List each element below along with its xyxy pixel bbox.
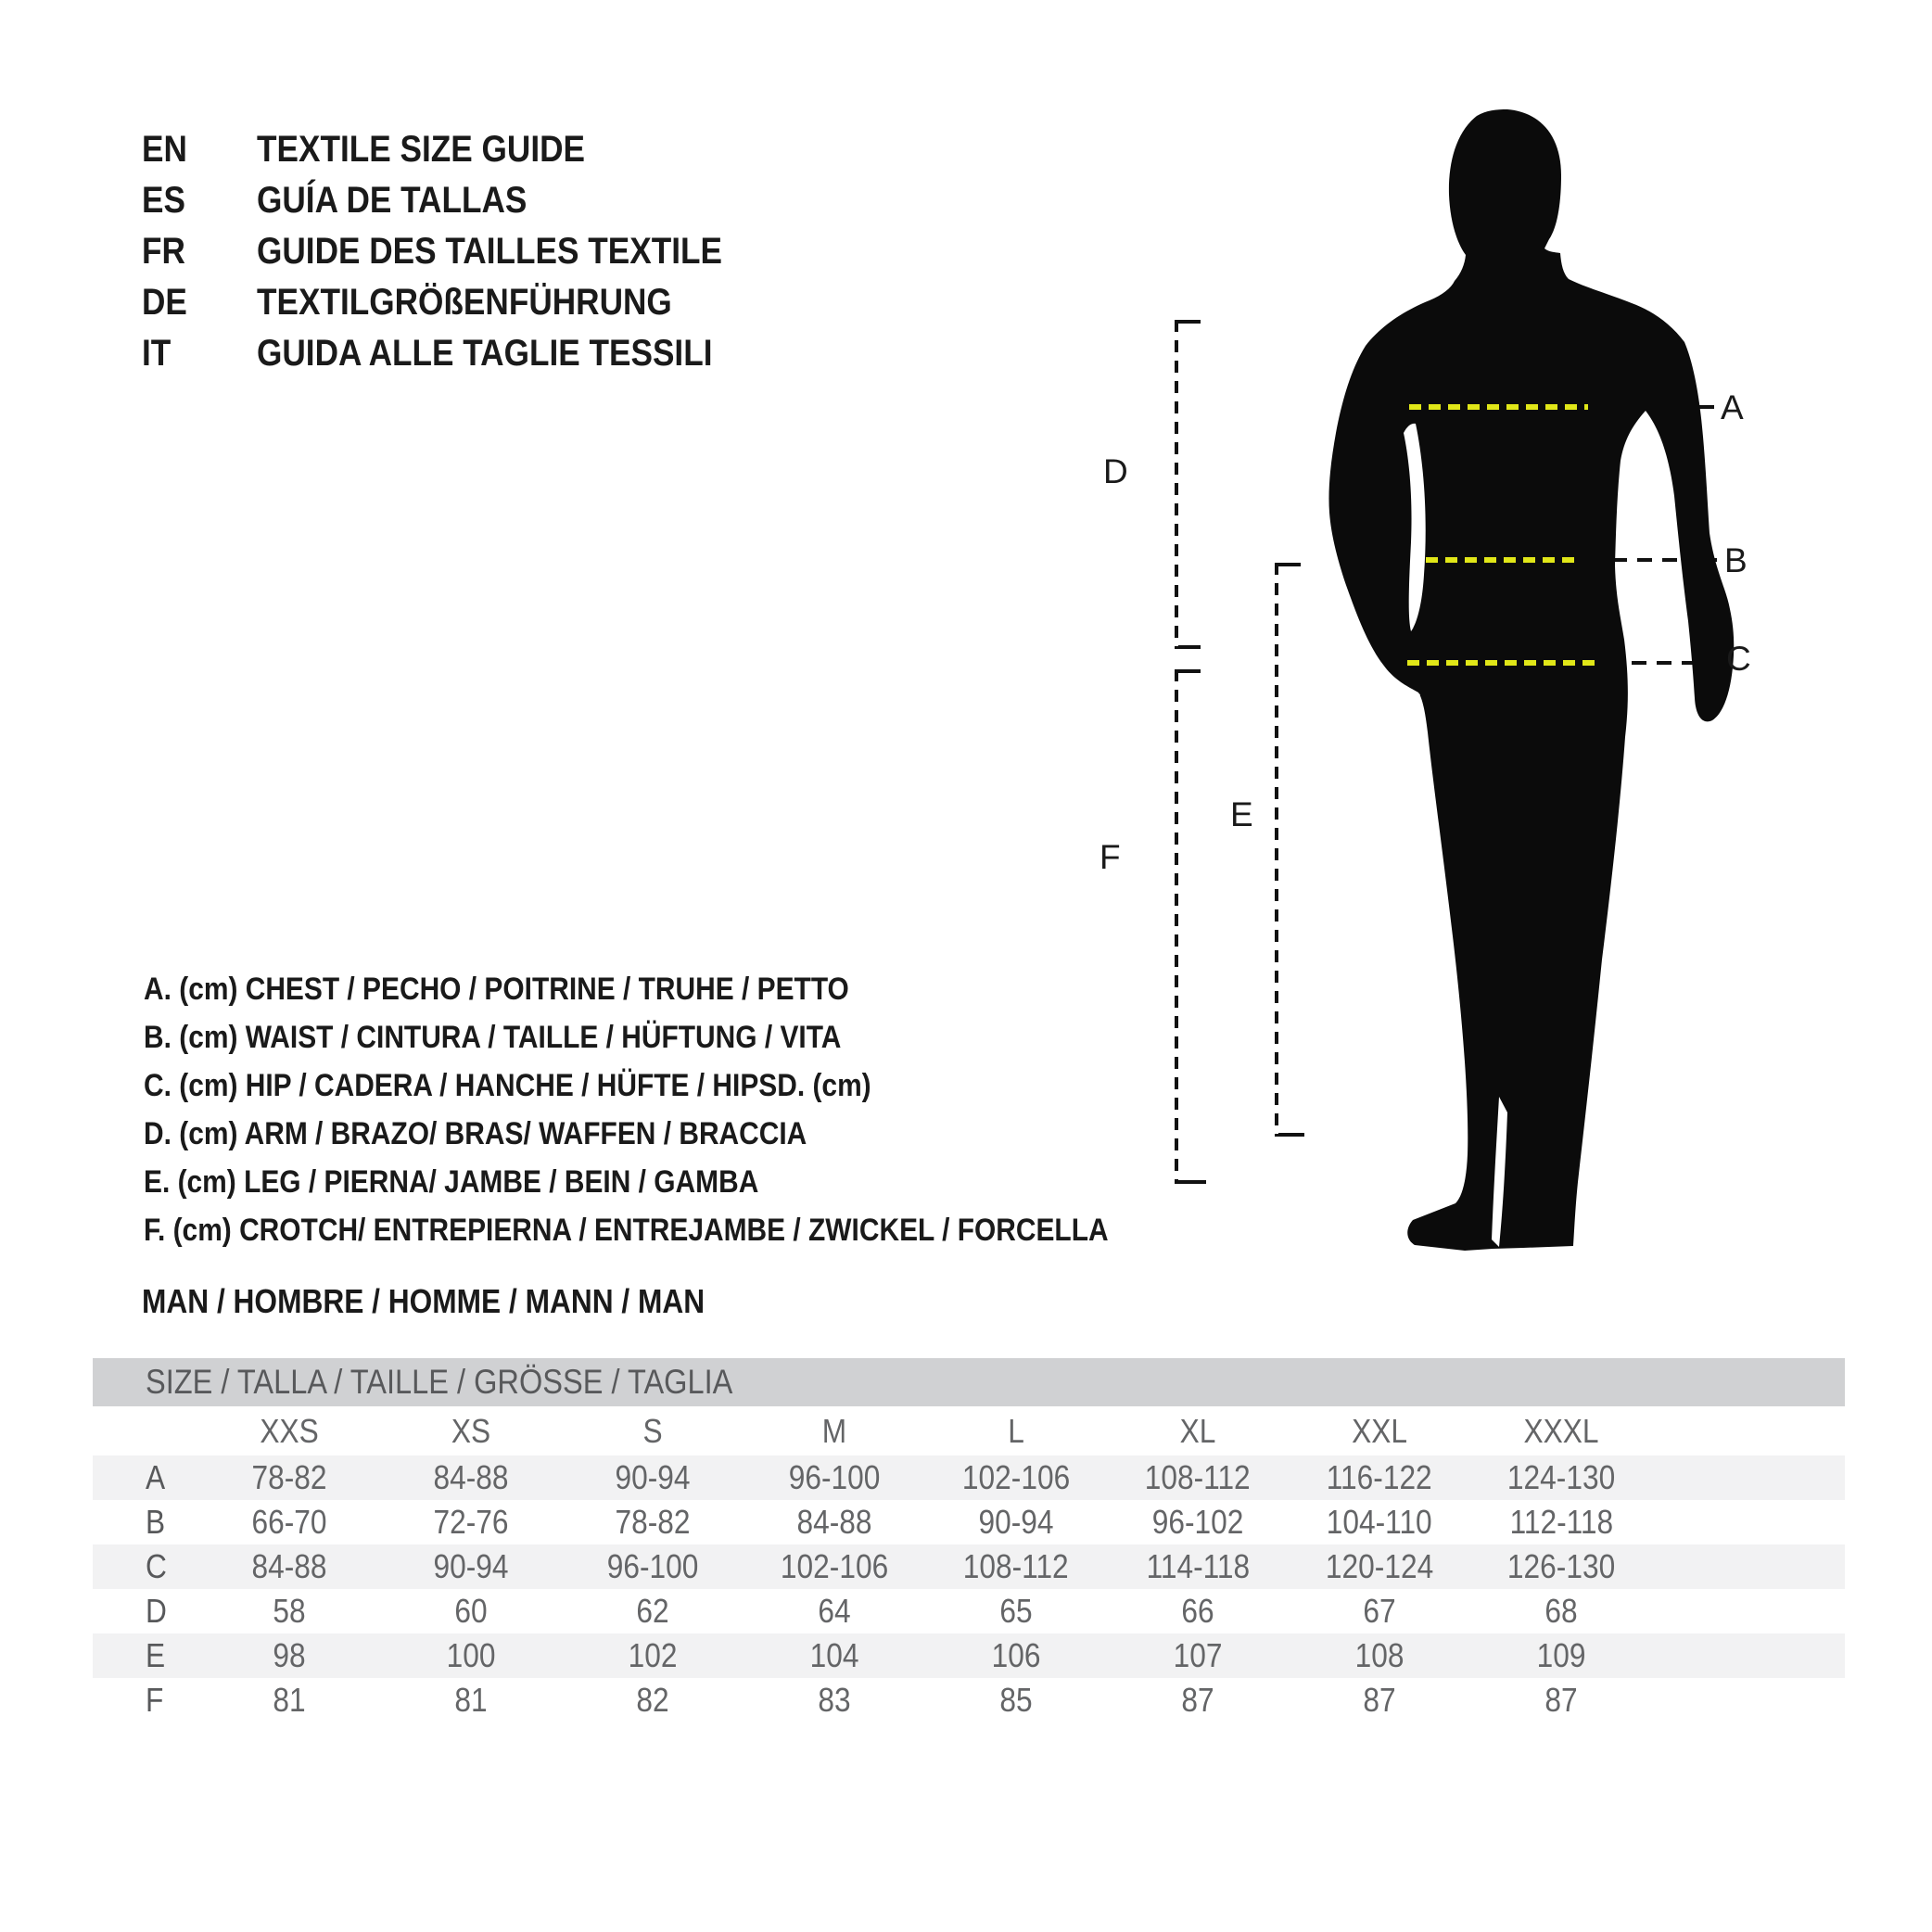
size-col-header: XXL — [1352, 1411, 1407, 1450]
measurement-desc-waist: B. (cm) WAIST / CINTURA / TAILLE / HÜFTUNG / VITA — [144, 1020, 842, 1055]
table-row-crotch: F 81 81 82 83 85 87 87 87 — [93, 1678, 1845, 1722]
leg-label: E — [1230, 795, 1253, 833]
table-header-bar — [93, 1358, 1845, 1406]
gender-heading: MAN / HOMBRE / HOMME / MANN / MAN — [142, 1282, 705, 1320]
size-col-header: XS — [451, 1411, 491, 1450]
size-table — [93, 1358, 1845, 1722]
language-code: EN — [142, 129, 187, 170]
language-code: ES — [142, 180, 185, 221]
man-silhouette-figure — [1328, 109, 1734, 1251]
row-label: F — [146, 1681, 164, 1719]
row-label: E — [146, 1636, 166, 1674]
size-col-header: XXXL — [1523, 1411, 1599, 1450]
guide-title: GUIDE DES TAILLES TEXTILE — [257, 231, 722, 272]
size-col-header: S — [642, 1411, 663, 1450]
man-silhouette-diagram — [1066, 74, 1932, 1326]
size-header-row — [93, 1406, 1845, 1455]
size-col-header: L — [1008, 1411, 1024, 1450]
table-row-hip: C 84-88 90-94 96-100 102-106 108-112 114-118 120-124 126-130 — [93, 1544, 1845, 1589]
measurement-desc-chest: A. (cm) CHEST / PECHO / POITRINE / TRUHE / PETTO — [144, 972, 849, 1007]
chest-label: A — [1721, 388, 1744, 426]
language-row — [142, 279, 729, 325]
waist-label: B — [1724, 541, 1748, 579]
measurement-desc-hip: C. (cm) HIP / CADERA / HANCHE / HÜFTE / HIPSD. (cm) — [144, 1068, 871, 1103]
table-header-title: SIZE / TALLA / TAILLE / GRÖSSE / TAGLIA — [146, 1363, 733, 1401]
language-row — [142, 177, 564, 223]
language-row — [142, 228, 785, 274]
language-code: FR — [142, 231, 185, 272]
guide-title: TEXTILE SIZE GUIDE — [257, 129, 585, 170]
table-row-leg: E 98 100 102 104 106 107 108 109 — [93, 1633, 1845, 1678]
guide-title: TEXTILGRÖßENFÜHRUNG — [257, 282, 672, 323]
table-row-chest: A 78-82 84-88 90-94 96-100 102-106 108-112 116-122 124-130 — [93, 1455, 1845, 1500]
guide-title: GUIDA ALLE TAGLIE TESSILI — [257, 333, 713, 374]
table-row-arm: D 58 60 62 64 65 66 67 68 — [93, 1589, 1845, 1633]
row-label: C — [146, 1547, 167, 1585]
measurement-desc-leg: E. (cm) LEG / PIERNA/ JAMBE / BEIN / GAMBA — [144, 1164, 759, 1200]
hip-label: C — [1726, 640, 1751, 678]
size-col-header: XL — [1179, 1411, 1216, 1450]
row-label: D — [146, 1592, 167, 1630]
size-col-header: M — [821, 1411, 847, 1450]
row-label: B — [146, 1503, 166, 1541]
measurement-desc-crotch: F. (cm) CROTCH/ ENTREPIERNA / ENTREJAMBE / ZWICKEL / FORCELLA — [144, 1213, 1109, 1248]
arm-label: D — [1103, 452, 1128, 490]
language-row — [142, 126, 629, 172]
language-code: IT — [142, 333, 172, 374]
crotch-label: F — [1099, 838, 1121, 876]
row-label: A — [146, 1458, 166, 1496]
language-row — [142, 330, 775, 376]
guide-title: GUÍA DE TALLAS — [257, 180, 527, 221]
size-col-header: XXS — [260, 1411, 319, 1450]
table-row-waist: B 66-70 72-76 78-82 84-88 90-94 96-102 104-110 112-118 — [93, 1500, 1845, 1544]
language-code: DE — [142, 282, 187, 323]
measurement-desc-arm: D. (cm) ARM / BRAZO/ BRAS/ WAFFEN / BRACCIA — [144, 1116, 807, 1151]
